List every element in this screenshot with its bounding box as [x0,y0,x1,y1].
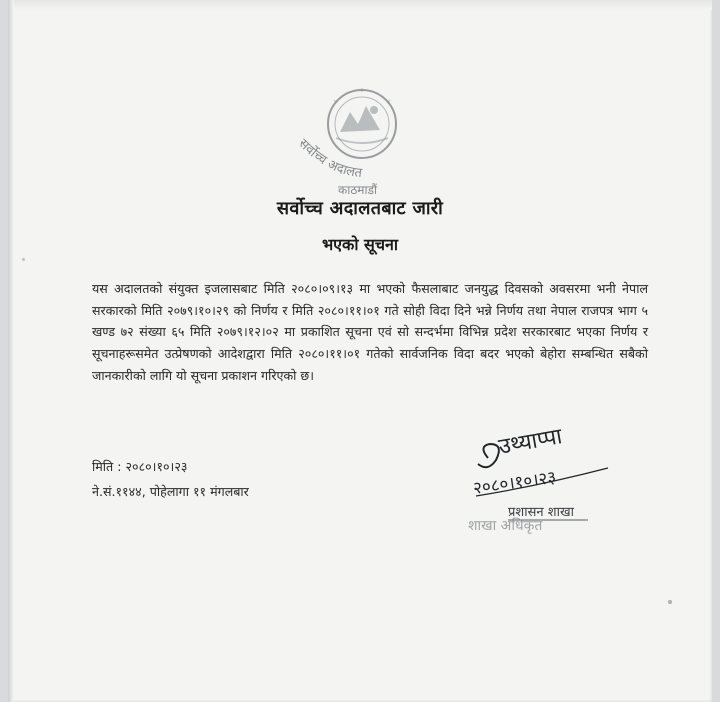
page-fold-shadow [8,0,712,10]
signature-block [448,424,638,534]
paper-speck [668,600,672,604]
handwritten-signature [448,424,638,534]
court-seal-emblem [290,82,430,202]
nepal-sambat-date: ने.सं.११४४, पोहेलागा ११ मंगलबार [92,484,249,499]
issue-date: मिति : २०८०।१०।२३ [92,459,188,474]
notice-title: सर्वोच्च अदालतबाट जारी [276,198,444,219]
stamp-line-2: शाखा अधिकृत [468,518,543,534]
stamp-line-1: प्रशासन शाखा [508,505,574,520]
notice-body: यस अदालतको संयुक्त इजलासबाट मिति २०८०।०९।१३ मा भएको फैसलाबाट जनयुद्ध दिवसको अवसरमा भनी नेपाल सरकारको मिति २०७९।१०।२९ को निर्णय र मिति २०८०।११।०१ गते सोही विदा दिने भन्ने निर्णय तथा नेपाल राजपत्र भाग ५ खण्ड ७२ संख्या ६५ मिति २०७९।१२।०२ मा प्रकाशित सूचना एवं सो सन्दर्भमा विभिन्न प्रदेश सरकारबाट भएका निर्णय र सूचनाहरूसमेत उत्प्रेषणको आदेशद्वारा मिति २०८०।११।०१ गतेको सार्वजनिक विदा बदर भएको बेहोरा सम्बन्धित सबैको जानकारीको लागि यो सूचना प्रकाशन गरिएको छ। [92,281,648,383]
seal-text-top: सर्वोच्च अदालत [295,136,363,182]
notice-subtitle: भएको सूचना [321,235,399,254]
signature-name: उथ्याप्पा [496,424,565,460]
signature-date: २०८०।१०।२३ [471,467,558,499]
court-seal [290,82,430,202]
page-edge-shadow [8,0,14,702]
seal-text-bottom: काठमाडौं [338,183,378,197]
paper-speck [22,258,25,261]
